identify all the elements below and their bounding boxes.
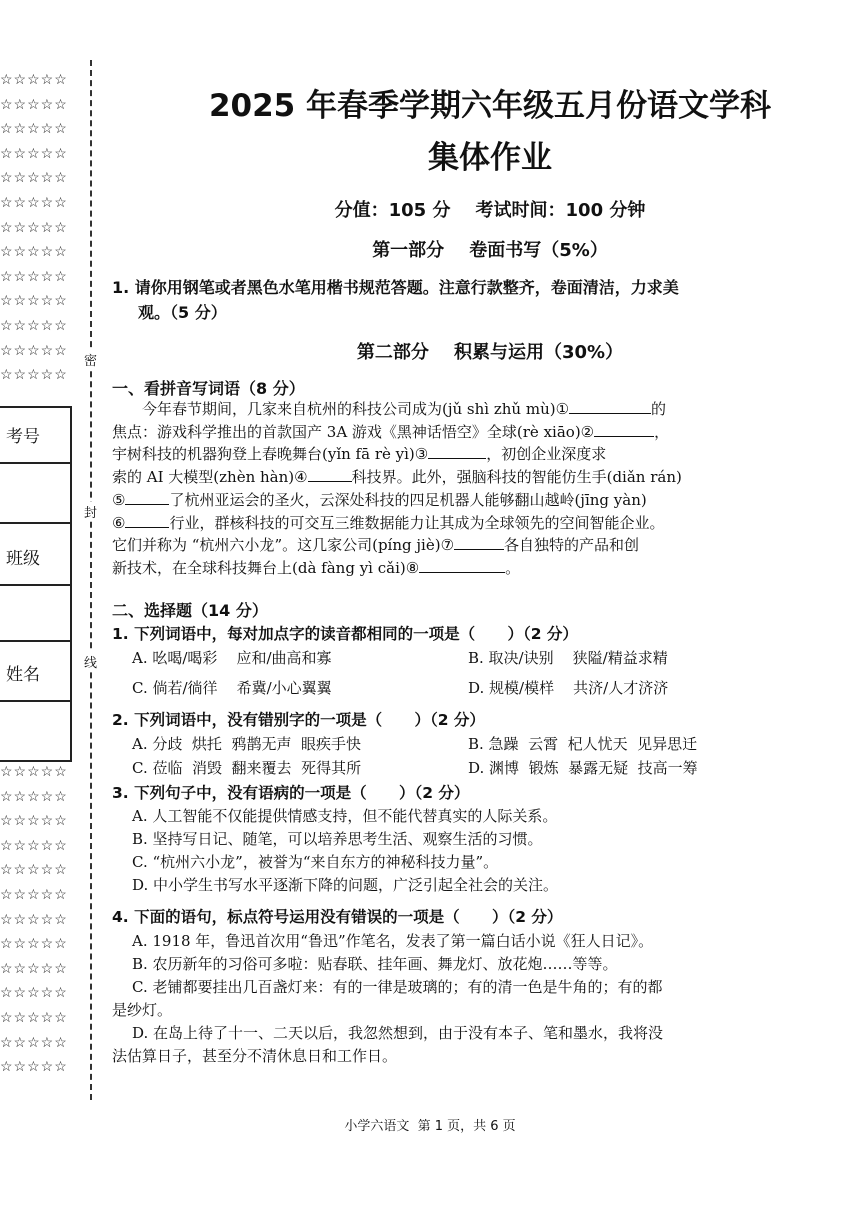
stars-row: ☆☆☆☆☆	[0, 936, 68, 953]
passage-line	[112, 466, 807, 489]
exam-number-label: 考号	[6, 427, 40, 447]
q4-option-d-cont: 法估算日子，甚至分不清休息日和工作日。	[112, 1047, 398, 1065]
stars-row: ☆☆☆☆☆	[0, 886, 68, 903]
seal-dashed-line	[90, 60, 92, 1100]
passage-text: 科技界。此外，强脑科技的智能仿生手(diǎn rán)	[351, 468, 682, 487]
q1-option-b[interactable]: B. 取决/诀别 狭隘/精益求精	[468, 649, 668, 667]
stars-row: ☆☆☆☆☆	[0, 194, 68, 211]
answer-blank-6[interactable]	[125, 513, 169, 528]
passage-line	[112, 557, 807, 580]
stars-column-bottom	[0, 760, 80, 1080]
stars-row: ☆☆☆☆☆	[0, 72, 68, 88]
passage-text: 行业，群核科技的可交互三维数据能力让其成为全球领先的空间智能企业。	[169, 513, 665, 532]
q1-option-d[interactable]: D. 规模/模样 共济/人才济济	[468, 679, 669, 697]
part1-heading: 第一部分 卷面书写（5%）	[372, 240, 608, 261]
question-1: 1. 下列词语中，每对加点字的读音都相同的一项是（ ）（2 分）	[112, 625, 578, 643]
seal-char-feng: 封	[84, 502, 97, 521]
passage-line	[112, 512, 807, 535]
q3-option-b[interactable]: B. 坚持写日记、随笔，可以培养思考生活、观察生活的习惯。	[132, 830, 543, 848]
q4-option-a[interactable]: A. 1918 年，鲁迅首次用“鲁迅”作笔名，发表了第一篇白话小说《狂人日记》。	[132, 932, 654, 950]
section2-heading: 二、选择题（14 分）	[112, 601, 268, 620]
passage-text: 焦点：游戏科学推出的首款国产 3A 游戏《黑神话悟空》全球(rè xiāo)②	[112, 422, 595, 441]
q4-option-b[interactable]: B. 农历新年的习俗可多啦：贴春联、挂年画、舞龙灯、放花炮……等等。	[132, 955, 618, 973]
q4-option-d[interactable]: D. 在岛上待了十一、二天以后，我忽然想到，由于没有本子、笔和墨水，我将没	[132, 1024, 664, 1042]
question-4: 4. 下面的语句，标点符号运用没有错误的一项是（ ）（2 分）	[112, 908, 563, 926]
q2-option-c[interactable]: C. 莅临 消毁 翻来覆去 死得其所	[132, 759, 362, 777]
stars-row: ☆☆☆☆☆	[0, 121, 68, 138]
q3-options	[132, 805, 802, 897]
stars-row: ☆☆☆☆☆	[0, 367, 68, 384]
passage-line	[112, 534, 807, 557]
passage-text: 的	[651, 400, 667, 418]
passage-text: 各自独特的产品和创	[504, 536, 640, 555]
stars-row: ☆☆☆☆☆	[0, 145, 68, 162]
stars-row: ☆☆☆☆☆	[0, 268, 68, 285]
stars-row: ☆☆☆☆☆	[0, 170, 68, 187]
stars-row: ☆☆☆☆☆	[0, 837, 68, 854]
answer-blank-8[interactable]	[419, 558, 505, 573]
stars-row: ☆☆☆☆☆	[0, 219, 68, 236]
page-title-line1: 2025 年春季学期六年级五月份语文学科	[208, 88, 772, 124]
q2-option-b[interactable]: B. 急躁 云霄 杞人忧天 见异思迁	[468, 735, 698, 753]
answer-blank-3[interactable]	[428, 444, 486, 459]
q2-option-d[interactable]: D. 渊博 锻炼 暴露无疑 技高一筹	[468, 759, 698, 777]
q4-option-c-cont: 是纱灯。	[112, 1001, 173, 1019]
name-label: 姓名	[6, 665, 40, 685]
student-info-box	[0, 406, 72, 762]
info-cell-class-write[interactable]	[0, 584, 70, 640]
stars-row: ☆☆☆☆☆	[0, 960, 68, 977]
stars-row: ☆☆☆☆☆	[0, 317, 68, 334]
page-footer: 小学六语文 第 1 页，共 6 页	[344, 1119, 516, 1134]
info-cell-exam-number[interactable]	[0, 408, 70, 464]
answer-blank-2[interactable]	[594, 422, 654, 437]
stars-row: ☆☆☆☆☆	[0, 342, 68, 359]
seal-char-xian: 线	[84, 652, 97, 671]
stars-row: ☆☆☆☆☆	[0, 1059, 68, 1076]
stars-row: ☆☆☆☆☆	[0, 1034, 68, 1051]
passage-line	[112, 398, 807, 421]
answer-blank-5[interactable]	[125, 490, 169, 505]
passage-text: 了杭州亚运会的圣火，云深处科技的四足机器人能够翻山越岭(jīng yàn)	[169, 490, 647, 509]
score-time-info: 分值：105 分 考试时间：100 分钟	[334, 200, 646, 221]
stars-row: ☆☆☆☆☆	[0, 764, 68, 780]
stars-row: ☆☆☆☆☆	[0, 813, 68, 830]
passage-text: 宇树科技的机器狗登上春晚舞台(yǐn fā rè yì)③	[112, 445, 429, 464]
answer-blank-1[interactable]	[569, 399, 651, 414]
q1-option-c[interactable]: C. 倘若/徜徉 希冀/小心翼翼	[132, 679, 332, 697]
q4-option-c[interactable]: C. 老铺都要挂出几百盏灯来：有的一律是玻璃的；有的清一色是牛角的；有的都	[132, 978, 663, 996]
info-cell-exam-number-write[interactable]	[0, 462, 70, 522]
passage-text: 。	[505, 558, 521, 577]
stars-row: ☆☆☆☆☆	[0, 244, 68, 261]
q3-option-a[interactable]: A. 人工智能不仅能提供情感支持，但不能代替真实的人际关系。	[132, 807, 558, 825]
answer-blank-4[interactable]	[308, 467, 352, 482]
stars-row: ☆☆☆☆☆	[0, 911, 68, 928]
passage-line	[112, 421, 807, 444]
binding-margin	[0, 60, 100, 1110]
stars-row: ☆☆☆☆☆	[0, 862, 68, 879]
section1-heading: 一、看拼音写词语（8 分）	[112, 379, 305, 398]
question-3: 3. 下列句子中，没有语病的一项是（ ）（2 分）	[112, 784, 470, 802]
stars-row: ☆☆☆☆☆	[0, 985, 68, 1002]
pinyin-passage	[112, 398, 807, 580]
part1-q1-line1: 1. 请你用钢笔或者黑色水笔用楷书规范答题。注意行款整齐，卷面清洁，力求美	[112, 278, 679, 297]
q3-option-d[interactable]: D. 中小学生书写水平逐渐下降的问题，广泛引起全社会的关注。	[132, 876, 559, 894]
part2-heading: 第二部分 积累与运用（30%）	[356, 342, 624, 363]
passage-text: 新技术，在全球科技舞台上(dà fàng yì cǎi)⑧	[112, 558, 420, 577]
passage-text: ⑥	[112, 513, 126, 532]
stars-column-top	[0, 68, 80, 388]
stars-row: ☆☆☆☆☆	[0, 293, 68, 310]
info-cell-class[interactable]	[0, 522, 70, 586]
seal-char-mi: 密	[84, 350, 97, 369]
stars-row: ☆☆☆☆☆	[0, 788, 68, 805]
passage-line	[112, 443, 807, 466]
q3-option-c[interactable]: C. “杭州六小龙”，被誉为“来自东方的神秘科技力量”。	[132, 853, 499, 871]
q1-option-a[interactable]: A. 吆喝/喝彩 应和/曲高和寡	[132, 649, 332, 667]
stars-row: ☆☆☆☆☆	[0, 1009, 68, 1026]
answer-blank-7[interactable]	[454, 535, 504, 550]
part1-question	[112, 275, 802, 325]
question-2: 2. 下列词语中，没有错别字的一项是（ ）（2 分）	[112, 711, 485, 729]
page-title-line2: 集体作业	[428, 140, 552, 176]
part1-q1-line2: 观。（5 分）	[138, 303, 227, 322]
passage-text: ，初创企业深度求	[486, 445, 607, 464]
passage-text: 它们并称为 “杭州六小龙”。这几家公司(píng jiè)⑦	[112, 536, 455, 555]
q2-option-a[interactable]: A. 分歧 烘托 鸦鹊无声 眼疾手快	[132, 735, 361, 753]
stars-row: ☆☆☆☆☆	[0, 96, 68, 113]
q4-options	[112, 930, 802, 1068]
class-label: 班级	[6, 549, 40, 569]
passage-line	[112, 489, 807, 512]
passage-text: ⑤	[112, 490, 126, 509]
passage-text: ，	[654, 422, 670, 441]
passage-text: 今年春节期间，几家来自杭州的科技公司成为(jǔ shì zhǔ mù)①	[142, 400, 570, 418]
passage-text: 索的 AI 大模型(zhèn hàn)④	[112, 468, 308, 487]
info-cell-name[interactable]	[0, 640, 70, 702]
